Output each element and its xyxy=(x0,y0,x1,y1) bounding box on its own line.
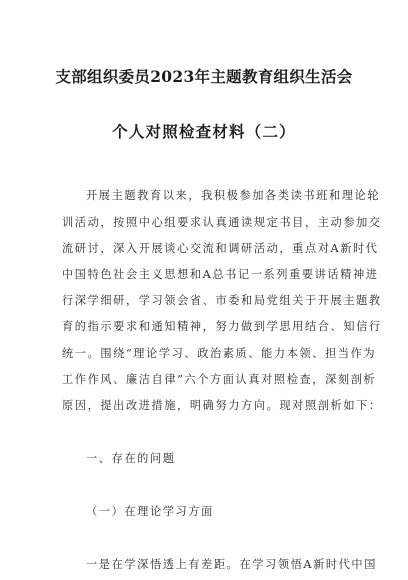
paragraph-1-line-9: 原因，提出改进措施，明确努力方向。现对照剖析如下： xyxy=(62,399,382,412)
paragraph-1-line-8: 工作作风、廉洁自律”六个方面认真对照检查，深刻剖析 xyxy=(62,373,377,386)
section-1-heading: 一、存在的问题 xyxy=(86,452,176,465)
paragraph-1-line-6: 育的指示要求和通知精神，努力做到学思用结合、知信行 xyxy=(62,320,382,333)
document-title-line-2: 个人对照检查材料（二） xyxy=(112,122,296,141)
paragraph-1-line-5: 行深学细研，学习领会省、市委和局党组关于开展主题教 xyxy=(62,294,382,307)
subsection-1-heading: （一）在理论学习方面 xyxy=(86,505,214,518)
paragraph-1-line-1: 开展主题教育以来，我积极参加各类读书班和理论轮 xyxy=(86,189,381,202)
document-title-line-1: 支部组织委员2023年主题教育组织生活会 xyxy=(55,67,353,86)
paragraph-2-line-1: 一是在学深悟透上有差距。在学习领悟A新时代中国 xyxy=(86,558,378,571)
paragraph-1-line-2: 训活动，按照中心组要求认真通读规定书目，主动参加交 xyxy=(62,216,382,229)
paragraph-1-line-4: 中国特色社会主义思想和A总书记一系列重要讲话精神进 xyxy=(62,268,379,281)
paragraph-1-line-7: 统一。围绕“理论学习、政治素质、能力本领、担当作为 xyxy=(62,347,377,360)
paragraph-1-line-3: 流研讨，深入开展谈心交流和调研活动，重点对A新时代 xyxy=(62,242,379,255)
